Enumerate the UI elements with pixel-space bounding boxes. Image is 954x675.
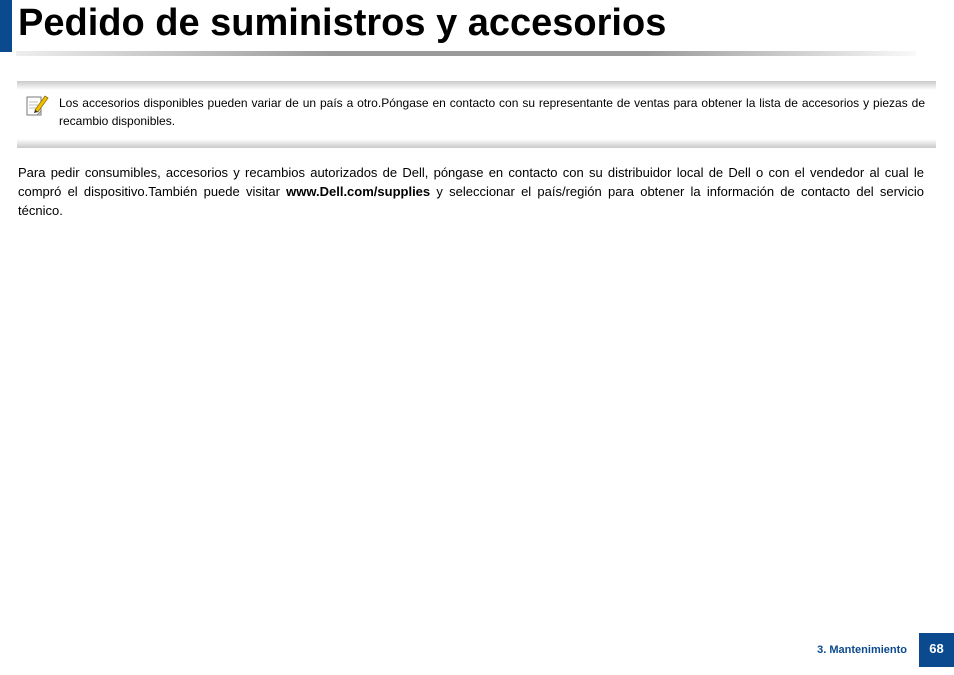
supplies-link[interactable]: www.Dell.com/supplies	[286, 184, 431, 199]
body-text-end: y seleccionar el país/región para obtener la información de contacto del servicio técnico.	[18, 184, 924, 218]
page-title: Pedido de suministros y accesorios	[18, 2, 667, 44]
title-accent-bar	[0, 0, 12, 52]
footer-chapter-label: 3. Mantenimiento	[817, 644, 907, 656]
body-text-start: Para pedir consumibles, accesorios y recambios autorizados de Dell, póngase en contacto con su distribuidor local de Dell o con el vendedor al cual le compró el dispositivo.También puede visitar	[18, 165, 924, 199]
note-bottom-shade	[17, 139, 936, 148]
page-number-badge: 68	[919, 633, 954, 667]
note-box	[17, 81, 936, 148]
note-top-shade	[17, 81, 936, 90]
note-text: Los accesorios disponibles pueden variar de un país a otro.Póngase en contacto con su representante de ventas para obtener la lista de accesorios y piezas de recambio disponibles.	[59, 96, 925, 128]
title-underline	[16, 51, 916, 56]
note-pencil-icon	[25, 93, 49, 119]
body-paragraph	[18, 163, 924, 220]
